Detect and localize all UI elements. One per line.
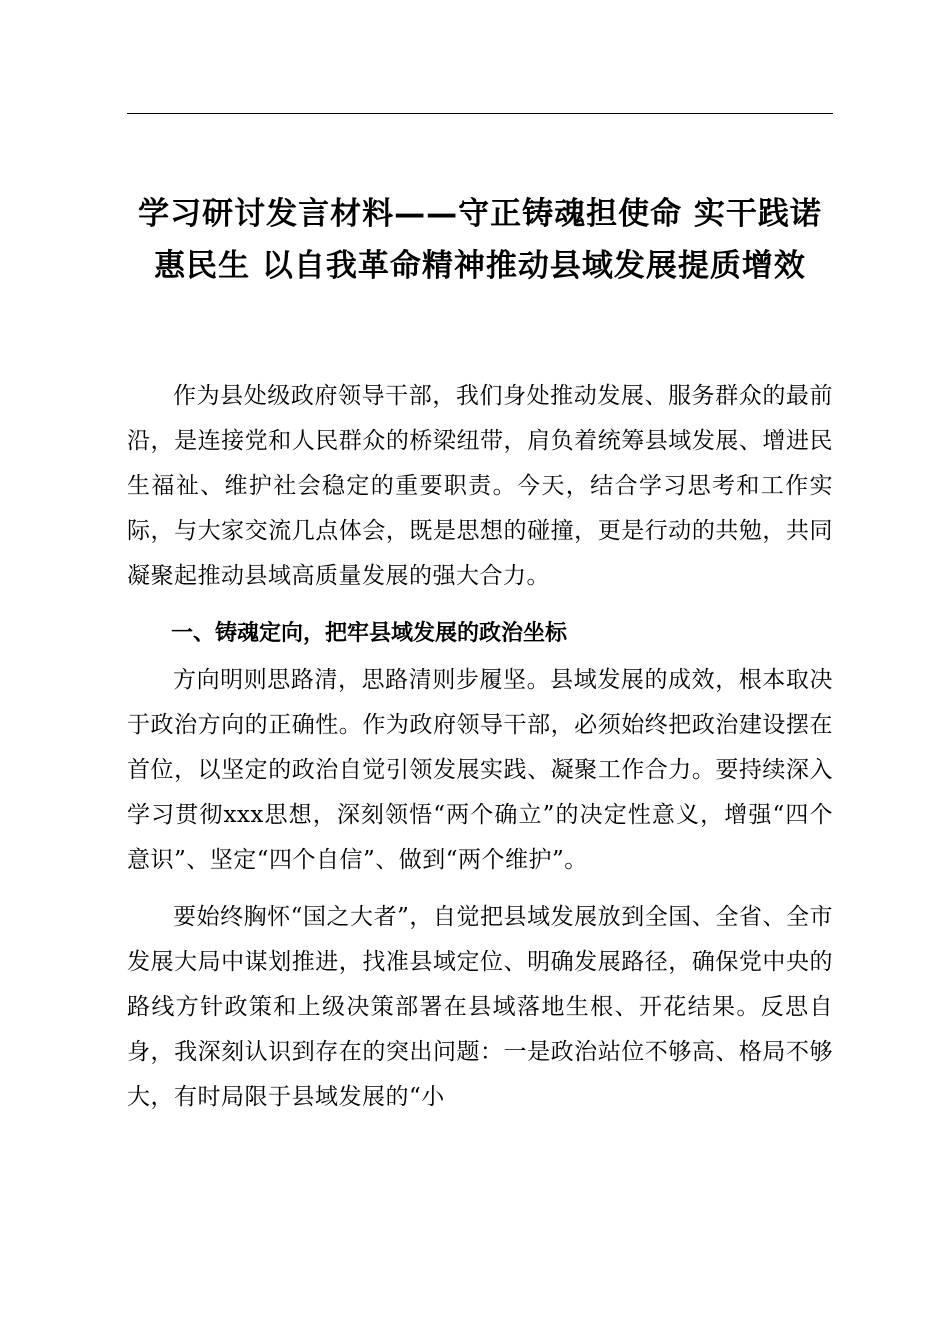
section-paragraph: 要始终胸怀“国之大者”，自觉把县域发展放到全国、全省、全市发展大局中谋划推进，找准县域定位、明确发展路径，确保党中央的路线方针政策和上级决策部署在县域落地生根、开花结果。反思自身，我深刻认识到存在的突出问题：一是政治站位不够高、格局不够大，有时局限于县域发展的“小 <box>127 904 833 1110</box>
intro-paragraph: 作为县处级政府领导干部，我们身处推动发展、服务群众的最前沿，是连接党和人民群众的桥梁纽带，肩负着统筹县域发展、增进民生福祉、维护社会稳定的重要职责。今天，结合学习思考和工作实际，与大家交流几点体会，既是思想的碰撞，更是行动的共勉，共同凝聚起推动县域高质量发展的强大合力。 <box>127 383 833 589</box>
document-body <box>127 374 833 1132</box>
header-rule <box>127 113 833 114</box>
section-heading: 一、铸魂定向，把牢县域发展的政治坐标 <box>171 621 568 646</box>
document-title: 学习研讨发言材料——守正铸魂担使命 实干践诺惠民生 以自我革命精神推动县域发展提质增效 <box>138 196 822 284</box>
section-paragraph: 方向明则思路清，思路清则步履坚。县域发展的成效，根本取决于政治方向的正确性。作为政府领导干部，必须始终把政治建设摆在首位，以坚定的政治自觉引领发展实践、凝聚工作合力。要持续深入学习贯彻xxx思想，深刻领悟“两个确立”的决定性意义，增强“四个意识”、坚定“四个自信”、做到“两个维护”。 <box>127 667 833 873</box>
